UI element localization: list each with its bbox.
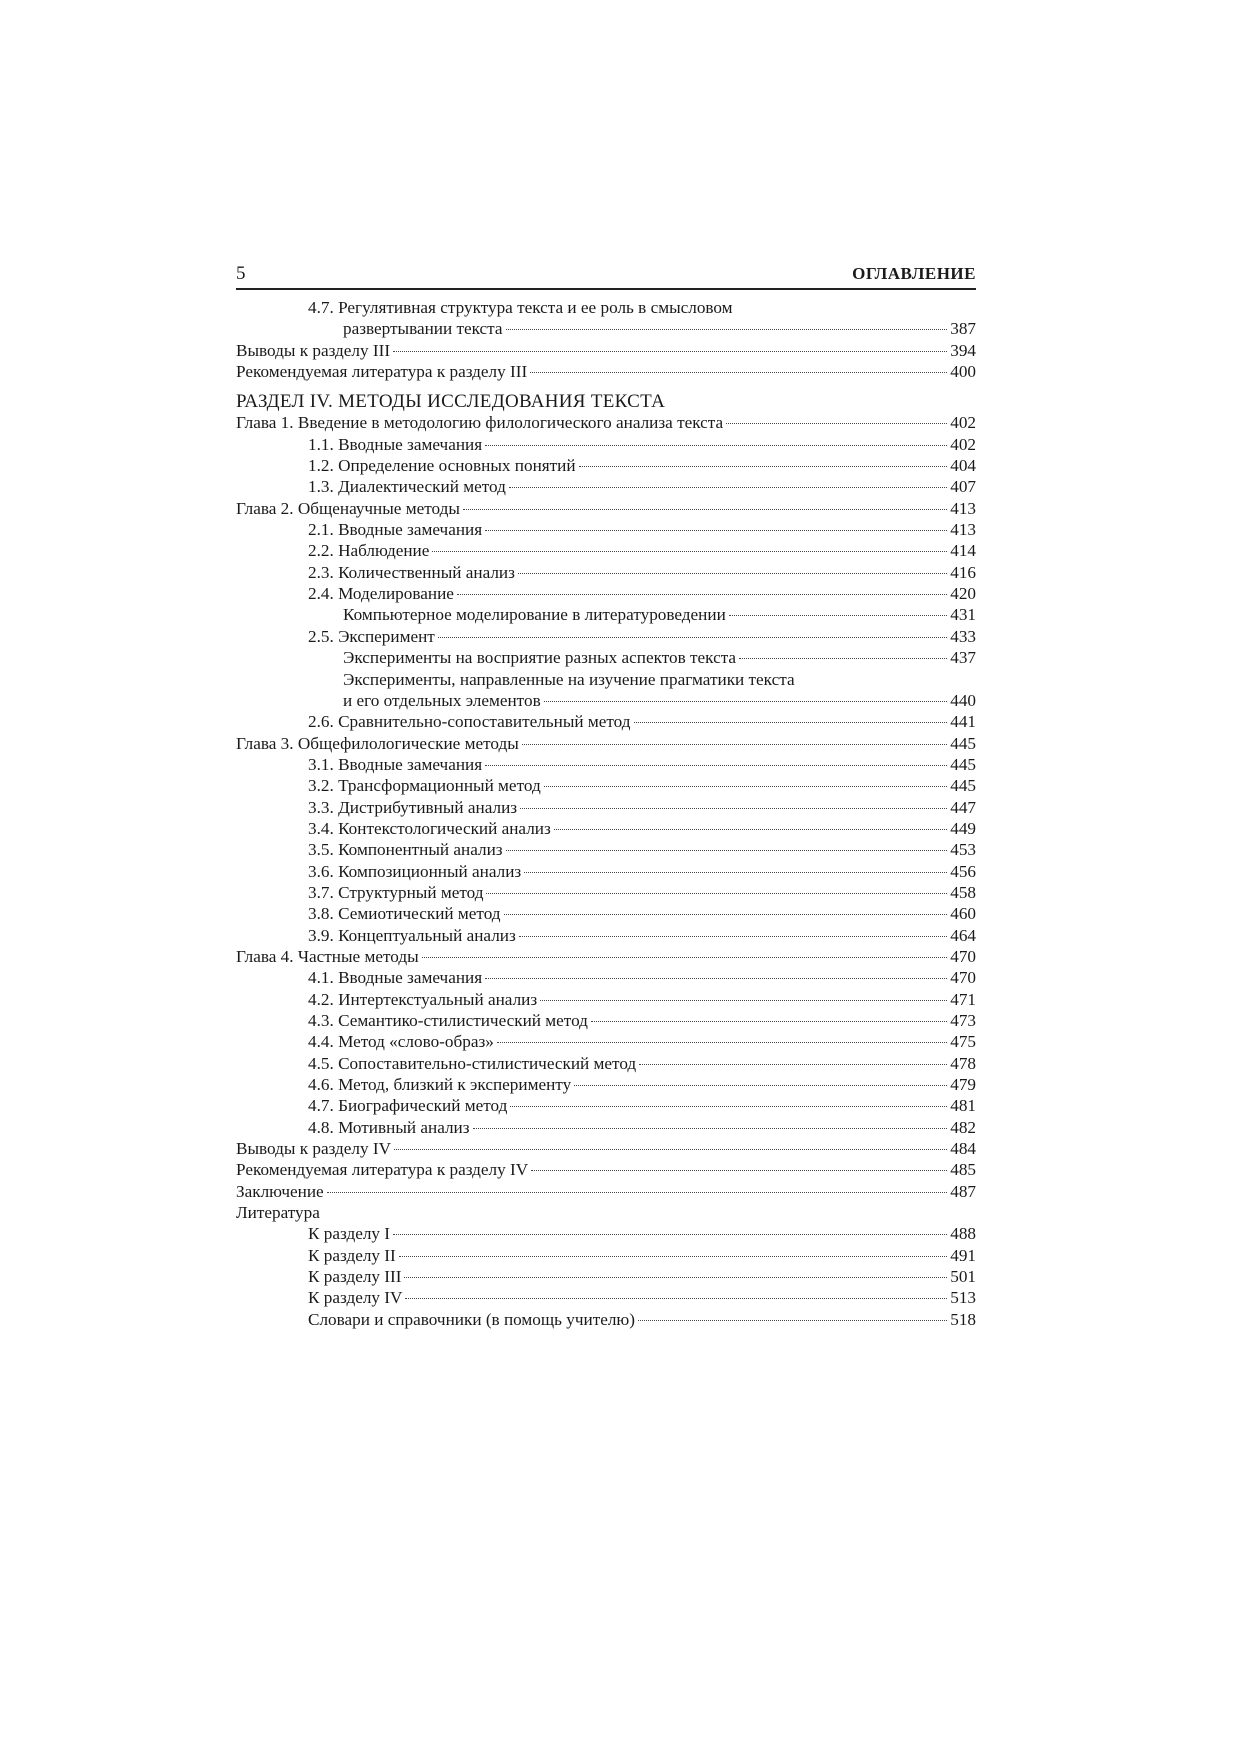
toc-entry[interactable] <box>236 476 976 497</box>
toc-page-number: 478 <box>950 1053 976 1073</box>
toc-entry[interactable] <box>236 733 976 754</box>
table-of-contents <box>236 297 976 1330</box>
toc-entry-title: 4.4. Метод «слово-образ» <box>308 1032 494 1052</box>
toc-entry-title: 2.6. Сравнительно-сопоставительный метод <box>308 712 631 732</box>
toc-page-number: 407 <box>950 477 976 497</box>
toc-entry-title: К разделу II <box>308 1245 396 1265</box>
toc-page-number: 458 <box>950 882 976 902</box>
leader-dots <box>726 423 947 424</box>
leader-dots <box>520 808 947 809</box>
toc-page-number: 445 <box>950 733 976 753</box>
leader-dots <box>393 351 947 352</box>
toc-entry[interactable] <box>236 1095 976 1116</box>
toc-entry[interactable] <box>236 455 976 476</box>
toc-entry[interactable] <box>236 925 976 946</box>
toc-page-number: 464 <box>950 925 976 945</box>
leader-dots <box>438 637 947 638</box>
toc-page-number: 437 <box>950 648 976 668</box>
leader-dots <box>485 445 947 446</box>
toc-page-number: 447 <box>950 797 976 817</box>
toc-page-number: 441 <box>950 712 976 732</box>
leader-dots <box>485 530 947 531</box>
leader-dots <box>510 1106 947 1107</box>
toc-page-number: 475 <box>950 1032 976 1052</box>
toc-page-number: 518 <box>950 1309 976 1329</box>
toc-entry[interactable] <box>236 1266 976 1287</box>
toc-entry-title: 3.7. Структурный метод <box>308 882 484 902</box>
toc-entry-title: 4.5. Сопоставительно-стилистический метод <box>308 1053 637 1073</box>
toc-entry-title: 2.2. Наблюдение <box>308 541 430 561</box>
toc-entry[interactable] <box>236 1074 976 1095</box>
toc-entry-title: 2.4. Моделирование <box>308 584 454 604</box>
toc-entry-title: 4.1. Вводные замечания <box>308 968 483 988</box>
toc-page-number: 513 <box>950 1288 976 1308</box>
toc-entry[interactable] <box>236 1117 976 1138</box>
toc-entry-title: развертывании текста <box>343 319 503 339</box>
toc-entry[interactable] <box>236 1181 976 1202</box>
toc-page-number: 456 <box>950 861 976 881</box>
toc-entry-title: 4.6. Метод, близкий к эксперименту <box>308 1075 572 1095</box>
toc-page-number: 470 <box>950 946 976 966</box>
toc-entry-title: К разделу III <box>308 1267 402 1287</box>
toc-entry[interactable] <box>236 882 976 903</box>
leader-dots <box>544 786 948 787</box>
toc-entry-title: и его отдельных элементов <box>343 690 541 710</box>
leader-dots <box>554 829 947 830</box>
toc-page-number: 460 <box>950 904 976 924</box>
toc-entry[interactable] <box>236 583 976 604</box>
toc-entry[interactable] <box>236 318 976 339</box>
leader-dots <box>422 957 948 958</box>
toc-entry[interactable] <box>236 903 976 924</box>
toc-page-number: 400 <box>950 362 976 382</box>
toc-entry[interactable] <box>236 797 976 818</box>
toc-page-number: 445 <box>950 776 976 796</box>
leader-dots <box>739 658 947 659</box>
leader-dots <box>591 1021 947 1022</box>
leader-dots <box>530 372 947 373</box>
toc-page-number: 413 <box>950 498 976 518</box>
leader-dots <box>639 1064 947 1065</box>
toc-entry-title: 4.8. Мотивный анализ <box>308 1117 470 1137</box>
toc-entry-title: 2.5. Эксперимент <box>308 626 435 646</box>
page <box>236 262 976 1330</box>
toc-page-number: 501 <box>950 1267 976 1287</box>
toc-entry[interactable] <box>236 412 976 433</box>
toc-page-number: 488 <box>950 1224 976 1244</box>
toc-page-number: 445 <box>950 754 976 774</box>
toc-entry[interactable] <box>236 626 976 647</box>
toc-entry-title: 3.8. Семиотический метод <box>308 904 501 924</box>
toc-entry-title: 2.3. Количественный анализ <box>308 562 515 582</box>
toc-entry-title: Выводы к разделу IV <box>236 1139 392 1159</box>
toc-entry-title: 4.7. Биографический метод <box>308 1096 508 1116</box>
leader-dots <box>394 1149 947 1150</box>
toc-entry-title: Словари и справочники (в помощь учителю) <box>308 1309 635 1329</box>
toc-entry-title: 3.9. Концептуальный анализ <box>308 925 516 945</box>
toc-entry-title: 3.4. Контекстологический анализ <box>308 818 551 838</box>
toc-entry-title: Рекомендуемая литература к разделу III <box>236 362 528 382</box>
toc-page-number: 473 <box>950 1011 976 1030</box>
toc-page-number: 479 <box>950 1075 976 1095</box>
leader-dots <box>485 765 947 766</box>
leader-dots <box>463 509 947 510</box>
toc-entry-title: Глава 2. Общенаучные методы <box>236 498 460 518</box>
toc-entry[interactable] <box>236 1309 976 1330</box>
toc-entry[interactable] <box>236 647 976 668</box>
toc-entry[interactable] <box>236 1245 976 1266</box>
toc-entry[interactable] <box>236 967 976 988</box>
toc-entry-title: 2.1. Вводные замечания <box>308 520 483 540</box>
toc-entry-title: Рекомендуемая литература к разделу IV <box>236 1160 529 1180</box>
toc-page-number: 387 <box>950 319 976 339</box>
toc-page-number: 402 <box>950 413 976 433</box>
toc-page-number: 484 <box>950 1139 976 1159</box>
toc-entry-title: 3.6. Композиционный анализ <box>308 861 522 881</box>
toc-entry-title: Глава 1. Введение в методологию филологического анализа текста <box>236 413 724 433</box>
toc-entry[interactable] <box>236 1223 976 1244</box>
toc-entry[interactable] <box>236 1138 976 1159</box>
leader-dots <box>485 978 947 979</box>
toc-entry-title: Компьютерное моделирование в литературоведении <box>343 605 726 625</box>
toc-entry[interactable] <box>236 946 976 967</box>
toc-page-number: 481 <box>950 1096 976 1116</box>
leader-dots <box>497 1042 947 1043</box>
leader-dots <box>509 487 947 488</box>
toc-entry[interactable] <box>236 989 976 1010</box>
toc-entry-heading: 4.7. Регулятивная структура текста и ее роль в смысловом <box>308 298 733 317</box>
toc-page-number: 431 <box>950 605 976 625</box>
toc-page-number: 487 <box>950 1181 976 1201</box>
toc-entry[interactable] <box>236 754 976 775</box>
toc-page-number: 433 <box>950 626 976 646</box>
toc-entry-title: 3.5. Компонентный анализ <box>308 840 503 860</box>
leader-dots <box>327 1192 948 1193</box>
toc-entry-title: 1.2. Определение основных понятий <box>308 456 576 476</box>
toc-entry-heading: Литература <box>236 1203 320 1223</box>
leader-dots <box>519 936 947 937</box>
toc-entry[interactable] <box>236 604 976 625</box>
leader-dots <box>544 701 948 702</box>
leader-dots <box>404 1277 947 1278</box>
toc-entry-title: Заключение <box>236 1181 324 1201</box>
toc-page-number: 394 <box>950 340 976 360</box>
toc-entry-title: Выводы к разделу III <box>236 340 391 360</box>
leader-dots <box>457 594 947 595</box>
toc-entry[interactable] <box>236 1159 976 1180</box>
toc-page-number: 402 <box>950 434 976 454</box>
toc-entry[interactable] <box>236 1053 976 1074</box>
toc-entry-heading: Эксперименты, направленные на изучение прагматики текста <box>343 669 795 689</box>
toc-page-number: 413 <box>950 520 976 540</box>
toc-entry-title: 3.2. Трансформационный метод <box>308 776 541 796</box>
toc-entry-title: 1.1. Вводные замечания <box>308 434 483 454</box>
leader-dots <box>399 1256 947 1257</box>
toc-entry[interactable] <box>236 361 976 382</box>
toc-page-number: 414 <box>950 541 976 561</box>
toc-entry[interactable] <box>236 1031 976 1052</box>
leader-dots <box>540 1000 947 1001</box>
toc-page-number: 404 <box>950 456 976 476</box>
toc-entry[interactable] <box>236 1010 976 1031</box>
toc-entry-title: К разделу I <box>308 1224 391 1244</box>
running-header <box>236 262 976 290</box>
leader-dots <box>522 744 947 745</box>
leader-dots <box>524 872 947 873</box>
toc-entry-title: 4.2. Интертекстуальный анализ <box>308 989 538 1009</box>
toc-entry-title: Глава 3. Общефилологические методы <box>236 733 519 753</box>
toc-entry[interactable] <box>236 519 976 540</box>
toc-page-number: 471 <box>950 989 976 1009</box>
toc-page-number: 420 <box>950 584 976 604</box>
leader-dots <box>506 329 948 330</box>
leader-dots <box>504 914 948 915</box>
leader-dots <box>634 722 948 723</box>
section-heading: РАЗДЕЛ IV. МЕТОДЫ ИССЛЕДОВАНИЯ ТЕКСТА <box>236 391 666 413</box>
toc-entry[interactable] <box>236 775 976 796</box>
running-title: ОГЛАВЛЕНИЕ <box>852 264 976 283</box>
toc-entry[interactable] <box>236 340 976 361</box>
toc-entry[interactable] <box>236 839 976 860</box>
toc-entry[interactable] <box>236 498 976 519</box>
toc-entry[interactable] <box>236 1287 976 1308</box>
leader-dots <box>531 1170 947 1171</box>
leader-dots <box>473 1128 948 1129</box>
toc-entry[interactable] <box>236 540 976 561</box>
toc-entry[interactable] <box>236 562 976 583</box>
leader-dots <box>432 551 947 552</box>
toc-page-number: 440 <box>950 690 976 710</box>
leader-dots <box>393 1234 947 1235</box>
toc-page-number: 449 <box>950 818 976 838</box>
leader-dots <box>518 573 947 574</box>
leader-dots <box>574 1085 947 1086</box>
leader-dots <box>486 893 947 894</box>
toc-page-number: 485 <box>950 1160 976 1180</box>
toc-entry-title: Эксперименты на восприятие разных аспектов текста <box>343 648 737 668</box>
toc-entry[interactable] <box>236 434 976 455</box>
toc-entry[interactable] <box>236 861 976 882</box>
toc-page-number: 491 <box>950 1245 976 1265</box>
leader-dots <box>506 850 948 851</box>
toc-entry-title: 1.3. Диалектический метод <box>308 477 506 497</box>
toc-entry-title: 3.1. Вводные замечания <box>308 754 483 774</box>
toc-entry[interactable] <box>236 818 976 839</box>
page-number: 5 <box>236 263 246 284</box>
toc-page-number: 470 <box>950 968 976 988</box>
toc-entry-title: К разделу IV <box>308 1288 403 1308</box>
toc-page-number: 482 <box>950 1117 976 1137</box>
leader-dots <box>579 466 948 467</box>
toc-entry-title: 3.3. Дистрибутивный анализ <box>308 797 518 817</box>
toc-entry-title: 4.3. Семантико-стилистический метод <box>308 1011 588 1030</box>
leader-dots <box>729 615 947 616</box>
toc-entry-title: Глава 4. Частные методы <box>236 946 419 966</box>
leader-dots <box>638 1320 947 1321</box>
toc-entry[interactable] <box>236 711 976 732</box>
toc-entry[interactable] <box>236 690 976 711</box>
toc-page-number: 453 <box>950 840 976 860</box>
toc-page-number: 416 <box>950 562 976 582</box>
leader-dots <box>405 1298 947 1299</box>
